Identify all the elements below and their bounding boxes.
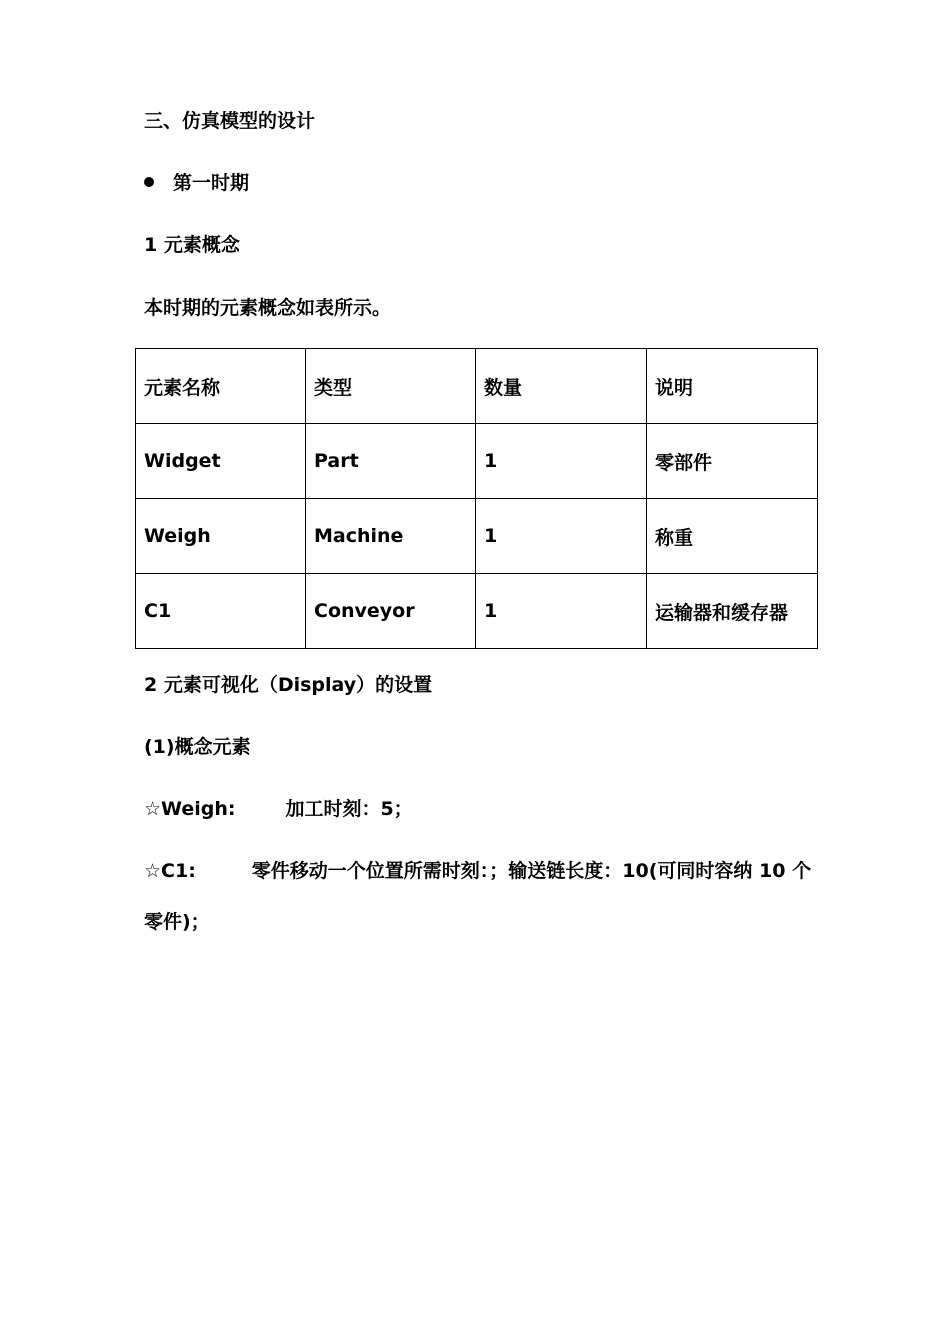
table-cell: 零部件 — [647, 424, 818, 499]
table-row — [136, 499, 818, 574]
weigh-item-text: 加工时刻：5； — [285, 798, 413, 820]
period-heading-text: 第一时期 — [173, 172, 250, 194]
c1-item-continuation: 零件)； — [144, 911, 210, 933]
table-cell: C1 — [136, 574, 306, 649]
table-cell: 1 — [476, 424, 647, 499]
table-header-cell: 说明 — [647, 349, 818, 424]
table-cell: Widget — [136, 424, 306, 499]
period-heading — [144, 171, 249, 195]
table-cell: 1 — [476, 499, 647, 574]
weigh-item — [144, 797, 413, 821]
table-header-cell: 类型 — [306, 349, 476, 424]
c1-item-text: 零件移动一个位置所需时刻：；输送链长度：10(可同时容纳 10 个 — [251, 860, 812, 882]
table-cell: Conveyor — [306, 574, 476, 649]
table-header-cell: 元素名称 — [136, 349, 306, 424]
bullet-icon — [144, 177, 154, 187]
weigh-item-label: ☆Weigh: — [144, 798, 236, 820]
table-cell: Machine — [306, 499, 476, 574]
c1-item — [144, 859, 811, 883]
table-header-cell: 数量 — [476, 349, 647, 424]
table-cell: Weigh — [136, 499, 306, 574]
table-cell: 1 — [476, 574, 647, 649]
elements-table — [135, 348, 818, 649]
section-heading: 三、仿真模型的设计 — [144, 110, 316, 132]
intro-text: 本时期的元素概念如表所示。 — [144, 297, 392, 319]
table-cell: Part — [306, 424, 476, 499]
sub2-heading: 2 元素可视化（Display）的设置 — [144, 674, 433, 696]
concept-heading: (1)概念元素 — [144, 736, 251, 758]
table-cell: 运输器和缓存器 — [647, 574, 818, 649]
c1-item-label: ☆C1: — [144, 860, 196, 882]
table-row — [136, 424, 818, 499]
sub1-heading: 1 元素概念 — [144, 234, 240, 256]
table-cell: 称重 — [647, 499, 818, 574]
table-header-row — [136, 349, 818, 424]
table-row — [136, 574, 818, 649]
